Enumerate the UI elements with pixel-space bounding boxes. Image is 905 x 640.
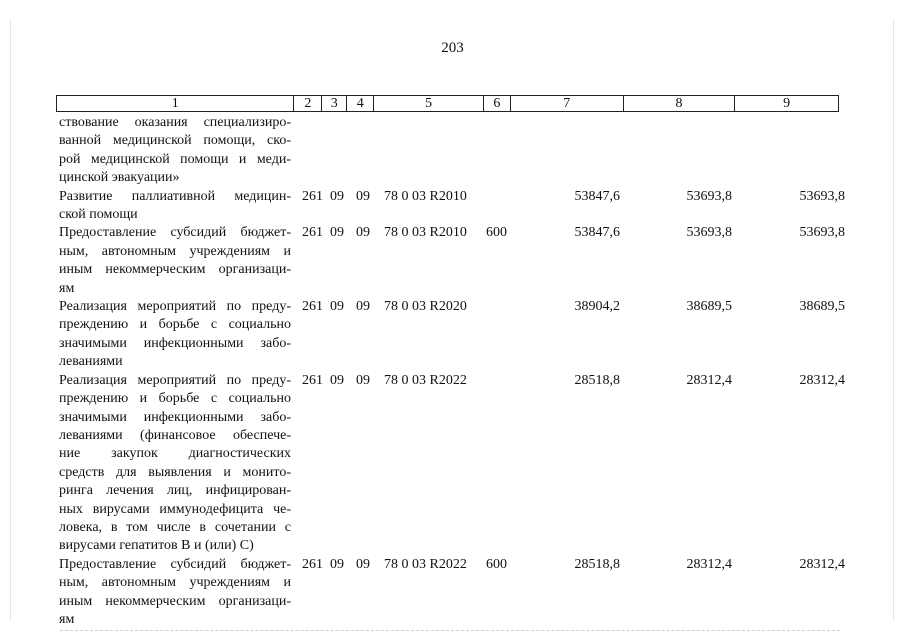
cell-amount-2: 28312,4 xyxy=(686,372,732,388)
name-line: иным некоммерческим организаци- xyxy=(59,593,291,609)
row-name xyxy=(56,372,291,556)
header-col-9: 9 xyxy=(734,96,838,111)
table-row xyxy=(56,114,846,188)
cell-amount-1: 53847,6 xyxy=(574,225,620,241)
cell-code: 261 xyxy=(302,556,323,572)
name-line: ние закупок диагностических xyxy=(59,446,291,462)
name-line: ринга лечения лиц, инфицирован- xyxy=(59,483,291,499)
name-line: Предоставление субсидий бюджет- xyxy=(59,225,291,241)
cell-amount-3: 28312,4 xyxy=(799,556,845,572)
name-line: рой медицинской помощи и меди- xyxy=(59,151,291,167)
cell-amount-3: 28312,4 xyxy=(799,372,845,388)
cell-amount-2: 53693,8 xyxy=(686,225,732,241)
cell-target-article: 78 0 03 R2022 xyxy=(384,372,467,388)
name-line: преждению и борьбе с социально xyxy=(59,317,291,333)
header-col-6: 6 xyxy=(483,96,510,111)
cell-target-article: 78 0 03 R2010 xyxy=(384,188,467,204)
table-row xyxy=(56,556,846,630)
name-line: вирусами гепатитов B и (или) C) xyxy=(59,538,254,554)
cell-amount-1: 28518,8 xyxy=(574,556,620,572)
cell-amount-2: 38689,5 xyxy=(686,299,732,315)
name-line: леваниями (финансовое обеспече- xyxy=(59,427,291,443)
table-row xyxy=(56,188,846,225)
row-name xyxy=(56,298,291,372)
header-col-1: 1 xyxy=(171,96,179,111)
name-line: Реализация мероприятий по преду- xyxy=(59,299,291,315)
cell-subsection: 09 xyxy=(356,188,370,204)
name-line: Предоставление субсидий бюджет- xyxy=(59,556,291,572)
cell-amount-3: 53693,8 xyxy=(799,225,845,241)
name-line: Реализация мероприятий по преду- xyxy=(59,372,291,388)
cell-section: 09 xyxy=(330,188,344,204)
cell-code: 261 xyxy=(302,225,323,241)
cell-subsection: 09 xyxy=(356,225,370,241)
cell-amount-3: 53693,8 xyxy=(799,188,845,204)
cell-amount-2: 53693,8 xyxy=(686,188,732,204)
header-col-8: 8 xyxy=(623,96,735,111)
header-col-3: 3 xyxy=(321,96,346,111)
cell-expense-type: 600 xyxy=(486,556,507,572)
name-line: преждению и борьбе с социально xyxy=(59,391,291,407)
cell-code: 261 xyxy=(302,299,323,315)
cell-amount-2: 28312,4 xyxy=(686,556,732,572)
cell-amount-1: 53847,6 xyxy=(574,188,620,204)
cell-subsection: 09 xyxy=(356,372,370,388)
name-line: ской помощи xyxy=(59,207,138,223)
name-line: ванной медицинской помощи, ско- xyxy=(59,133,291,149)
cell-expense-type: 600 xyxy=(486,225,507,241)
header-col-7: 7 xyxy=(510,96,623,111)
cell-code: 261 xyxy=(302,372,323,388)
row-name xyxy=(56,556,291,630)
name-line: ствование оказания специализиро- xyxy=(59,115,291,130)
cell-subsection: 09 xyxy=(356,556,370,572)
cell-target-article: 78 0 03 R2020 xyxy=(384,299,467,315)
name-line: ловека, в том числе в сочетании с xyxy=(59,519,291,535)
name-line: ных вирусами иммунодефицита че- xyxy=(59,501,291,517)
cell-section: 09 xyxy=(330,299,344,315)
cell-target-article: 78 0 03 R2022 xyxy=(384,556,467,572)
name-line: Развитие паллиативной медицин- xyxy=(59,188,291,204)
name-line: ным, автономным учреждениям и xyxy=(59,243,291,259)
scan-edge-right xyxy=(893,20,894,620)
scan-edge-left xyxy=(10,20,11,620)
name-line: ям xyxy=(59,611,75,627)
name-line: иным некоммерческим организаци- xyxy=(59,262,291,278)
name-line: значимыми инфекционными забо- xyxy=(59,335,291,351)
table-row xyxy=(56,298,846,372)
cell-code: 261 xyxy=(302,188,323,204)
table-body xyxy=(56,114,846,629)
name-line: ным, автономным учреждениям и xyxy=(59,575,291,591)
table-row xyxy=(56,372,846,556)
header-col-4: 4 xyxy=(346,96,373,111)
name-line: цинской эвакуации» xyxy=(59,170,180,186)
header-col-2: 2 xyxy=(293,96,321,111)
row-name xyxy=(56,188,291,225)
cell-amount-1: 28518,8 xyxy=(574,372,620,388)
cell-target-article: 78 0 03 R2010 xyxy=(384,225,467,241)
name-line: леваниями xyxy=(59,354,123,370)
row-name xyxy=(56,114,291,188)
cell-section: 09 xyxy=(330,225,344,241)
name-line: ям xyxy=(59,280,75,296)
table-row xyxy=(56,224,846,298)
cell-section: 09 xyxy=(330,372,344,388)
page-number: 203 xyxy=(441,40,464,56)
cell-amount-3: 38689,5 xyxy=(799,299,845,315)
name-line: средств для выявления и монито- xyxy=(59,464,291,480)
row-name xyxy=(56,224,291,298)
cell-subsection: 09 xyxy=(356,299,370,315)
cell-amount-1: 38904,2 xyxy=(574,299,620,315)
scan-footer-dash xyxy=(60,630,840,632)
name-line: значимыми инфекционными забо- xyxy=(59,409,291,425)
table-header xyxy=(56,95,839,112)
cell-section: 09 xyxy=(330,556,344,572)
header-col-5: 5 xyxy=(373,96,483,111)
